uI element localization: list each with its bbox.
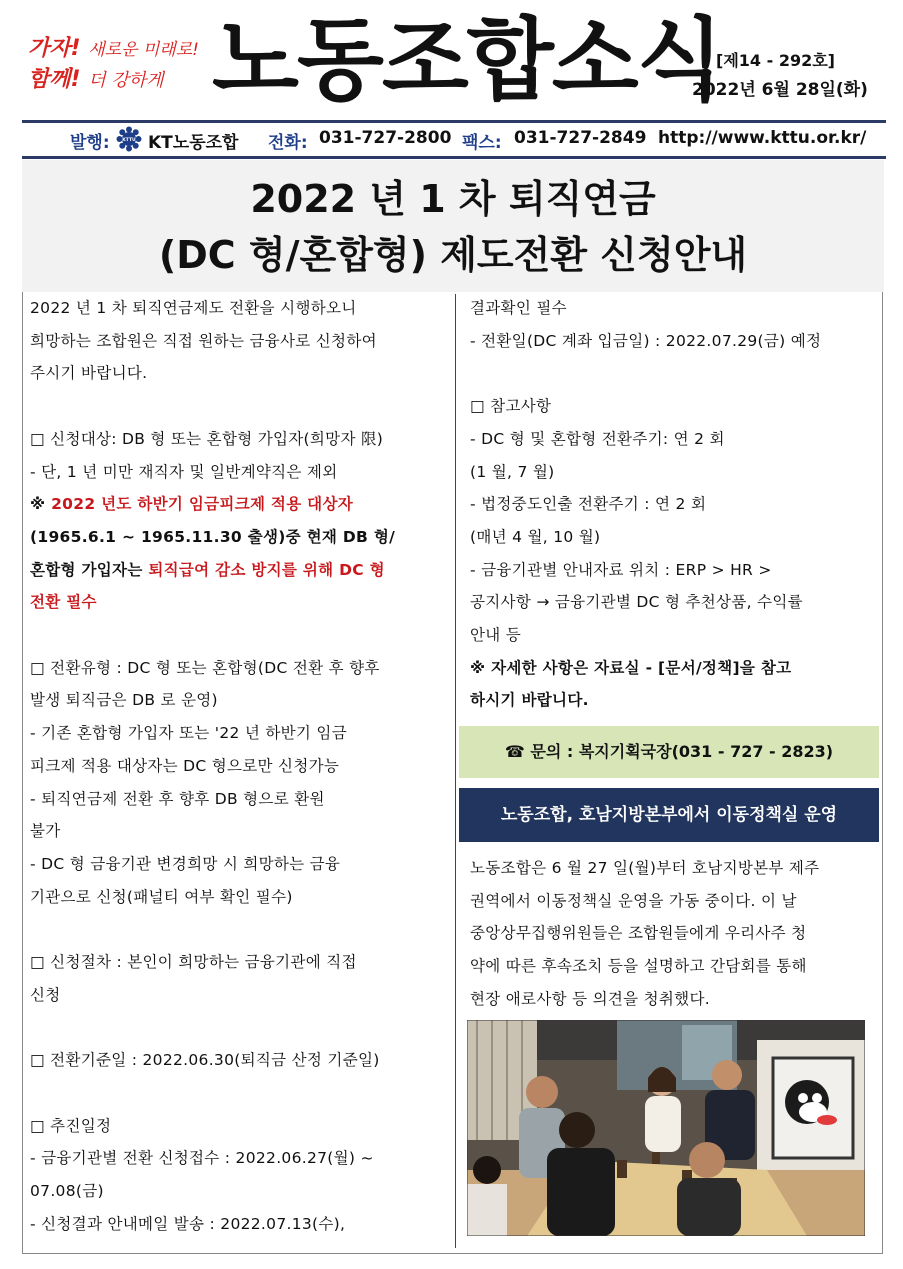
publisher-bar (22, 124, 886, 154)
notice-line-1 (30, 488, 395, 521)
ref-line: □ 참고사항 (470, 397, 552, 416)
article-title-band (22, 160, 884, 292)
notice-mark: ※ (30, 495, 52, 514)
fax-number: 031-727-2849 (514, 128, 647, 148)
ref-line: 공지사항 → 금융기관별 DC 형 추천상품, 수익률 (470, 593, 803, 612)
ref-note-line: ※ 자세한 사항은 자료실 - [문서/정책]을 참고 (470, 658, 792, 677)
masthead-title: 노동조합소식 (212, 8, 722, 113)
header-rule-top (22, 120, 886, 123)
ref-line: (매년 4 월, 10 월) (470, 527, 601, 546)
ref-line: - 금융기관별 안내자료 위치 : ERP > HR > (470, 560, 772, 579)
ref-line: (1 월, 7 월) (470, 462, 555, 481)
type-line: □ 전환유형 : DC 형 또는 혼합형(DC 전환 후 향후 (30, 658, 380, 677)
phone-number: 031-727-2800 (319, 128, 452, 148)
type-line: - 퇴직연금제 전환 후 향후 DB 형으로 환원 (30, 789, 325, 808)
target-line: □ 신청대상: DB 형 또는 혼합형 가입자(희망자 限) (30, 429, 384, 448)
slogan-line1-a: 가자! (28, 36, 81, 61)
schedule-line: 07.08(금) (30, 1181, 104, 1200)
schedule-cont-line: - 전환일(DC 계좌 입금일) : 2022.07.29(금) 예정 (470, 331, 822, 350)
type-line: 발생 퇴직금은 DB 로 운영) (30, 691, 218, 710)
slogan-line2-b: 더 강하게 (88, 70, 164, 91)
schedule-cont-line: 결과확인 필수 (470, 299, 567, 317)
article-line: 노동조합은 6 월 27 일(월)부터 호남지방본부 제주 (470, 859, 820, 877)
issue-number: [제14 - 292호] (716, 51, 835, 70)
notice-line-4: 전환 필수 (30, 593, 97, 612)
intro-line: 희망하는 조합원은 직접 원하는 금융사로 신청하여 (30, 331, 377, 350)
fax-label: 팩스: (462, 133, 502, 153)
notice-red-1: 2022 년도 하반기 임금피크제 적용 대상자 (51, 495, 353, 514)
slogan-line1-b: 새로운 미래로! (88, 40, 199, 60)
ref-note-line: 하시기 바랍니다. (470, 691, 589, 710)
publisher-name: KT노동조합 (148, 133, 239, 153)
right-column (470, 292, 821, 717)
type-line: - DC 형 금융기관 변경희망 시 희망하는 금융 (30, 854, 341, 873)
news-article (470, 852, 819, 1016)
procedure-line: 신청 (30, 985, 61, 1004)
phone-label: 전화: (268, 133, 308, 153)
ref-line: - 법정중도인출 전환주기 : 연 2 회 (470, 495, 707, 514)
news-headline: 노동조합, 호남지방본부에서 이동정책실 운영 (459, 788, 879, 842)
website-link[interactable]: http://www.kttu.or.kr/ (658, 128, 867, 148)
intro-line: 주시기 바랍니다. (30, 364, 148, 383)
type-line: - 기존 혼합형 가입자 또는 '22 년 하반기 임금 (30, 724, 347, 743)
notice-line-3-red: 퇴직급여 감소 방지를 위해 DC 형 (148, 560, 385, 579)
article-line: 현장 애로사항 등 의견을 청취했다. (470, 989, 710, 1008)
article-line: 권역에서 이동정책실 운영을 가동 중이다. 이 날 (470, 891, 797, 910)
slogan (28, 34, 213, 96)
article-line: 약에 따른 후속조치 등을 설명하고 간담회를 통해 (470, 957, 807, 976)
article-line: 중앙상무집행위원들은 조합원들에게 우리사주 청 (470, 924, 807, 943)
logo-text: KTTU (122, 138, 136, 143)
notice-line-3 (30, 554, 395, 587)
publisher-label: 발행: (70, 133, 110, 153)
slogan-line2-a: 함께! (28, 67, 81, 92)
schedule-line: □ 추진일정 (30, 1116, 112, 1135)
header-rule-bottom (22, 156, 886, 159)
title-line-1: 2022 년 1 차 퇴직연금 (250, 177, 656, 221)
inquiry-box: ☎ 문의 : 복지기획국장(031 - 727 - 2823) (459, 726, 879, 778)
title-line-2: (DC 형/혼합형) 제도전환 신청안내 (158, 233, 748, 277)
notice-line-3-a: 혼합형 가입자는 (30, 560, 149, 579)
target-sub-line: - 단, 1 년 미만 재직자 및 일반계약직은 제외 (30, 462, 338, 481)
kttu-logo-icon (116, 126, 142, 157)
meeting-photo (467, 1020, 865, 1236)
schedule-line: - 금융기관별 전환 신청접수 : 2022.06.27(월) ~ (30, 1149, 374, 1168)
schedule-line: - 신청결과 안내메일 발송 : 2022.07.13(수), (30, 1214, 346, 1233)
left-column (30, 292, 395, 1240)
notice-line-2: (1965.6.1 ~ 1965.11.30 출생)중 현재 DB 형/ (30, 527, 396, 546)
ref-line: - DC 형 및 혼합형 전환주기: 연 2 회 (470, 429, 725, 448)
intro-line: 2022 년 1 차 퇴직연금제도 전환을 시행하오니 (30, 299, 357, 317)
type-line: 피크제 적용 대상자는 DC 형으로만 신청가능 (30, 756, 340, 775)
procedure-line: □ 신청절차 : 본인이 희망하는 금융기관에 직접 (30, 953, 357, 972)
issue-date: 2022년 6월 28일(화) (692, 80, 868, 100)
type-line: 불가 (30, 822, 61, 841)
ref-line: 안내 등 (470, 626, 522, 645)
type-line: 기관으로 신청(패널티 여부 확인 필수) (30, 887, 293, 906)
column-divider (455, 294, 456, 1248)
base-date-line: □ 전환기준일 : 2022.06.30(퇴직금 산정 기준일) (30, 1051, 380, 1070)
